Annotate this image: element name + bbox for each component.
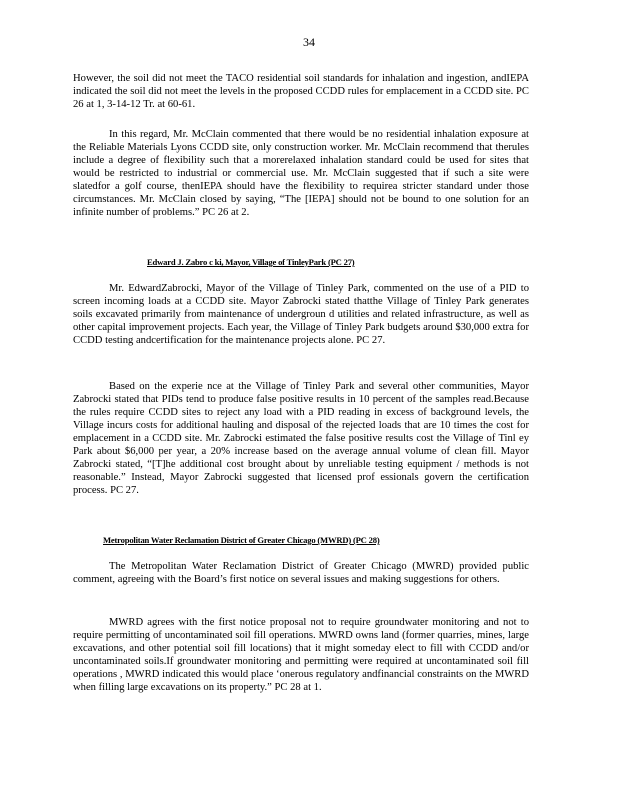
paragraph-zabrocki-false-positives: Based on the experie nce at the Village of Tinley Park and several other communities, Mayor Zabrocki stated that PIDs tend to produce false positive results in 10 percent of the samples read.Because the rules require CCDD sites to reject any load with a PID reading in excess of background levels, the Village incurs costs for additional hauling and disposal of the rejected loads that are 10 times the cost for emplacement in a CCDD site. Mr. Zabrocki estimated the false positive results cost the Village of Tinl ey Park about $6,000 per year, a 20% increase based on the average annual volume of clean fill. Mayor Zabrocki stated, “[T]he additional cost brought about by unreliable testing equipment / methods is not reasonable.” Instead, Mayor Zabrocki suggested that licensed prof essionals govern the certification process. PC 27. <box>73 381 529 496</box>
paragraph-zabrocki-pid: Mr. EdwardZabrocki, Mayor of the Village of Tinley Park, commented on the use of a PID to screen incoming loads at a CCDD site. Mayor Zabrocki stated thatthe Village of Tinley Park generates soils excavated primarily from maintenance of undergroun d utilities and related infrastructure, as well as other capital improvement projects. Each year, the Village of Tinley Park budgets around $30,000 extra for CCDD testing andcertification for the maintenance projects alone. PC 27. <box>73 283 529 346</box>
heading-text: Edward J. Zabro c ki, Mayor, Village of TinleyPark (PC 27) <box>147 257 355 267</box>
paragraph-taco: However, the soil did not meet the TACO residential soil standards for inhalation and ingestion, andIEPA indicated the soil did not meet the levels in the proposed CCDD rules for emplacement in a CCDD site. PC 26 at 1, 3-14-12 Tr. at 60-61. <box>73 73 529 110</box>
page-number: 34 <box>303 35 315 49</box>
paragraph-mwrd-agrees: MWRD agrees with the first notice proposal not to require groundwater monitoring and not to require permitting of uncontaminated soil fill operations. MWRD owns land (former quarries, mines, large excavations, and other potential soil fill locations) that it might someday elect to fill with CCDD and/or uncontaminated soils.If groundwater monitoring and permitting were required at uncontaminated soil fill operations , MWRD indicated this would place ‘onerous regulatory andfinancial constraints on the MWRD when filling large excavations on its property.” PC 28 at 1. <box>73 617 529 693</box>
heading-text: Metropolitan Water Reclamation District of Greater Chicago (MWRD) (PC 28) <box>103 535 380 545</box>
section-heading-mwrd <box>73 534 529 547</box>
paragraph-mwrd-comment: The Metropolitan Water Reclamation District of Greater Chicago (MWRD) provided public comment, agreeing with the Board’s first notice on several issues and making suggestions for others. <box>73 561 529 585</box>
section-heading-zabrocki <box>73 256 529 269</box>
paragraph-mcclain: In this regard, Mr. McClain commented that there would be no residential inhalation exposure at the Reliable Materials Lyons CCDD site, only construction worker. Mr. McClain recommend that therules include a degree of flexibility such that a morerelaxed inhalation standard could be used for sites that would be restricted to industrial or commercial use. Mr. McClain suggested that if such a site were slatedfor a golf course, thenIEPA should have the flexibility to requirea stricter standard under those circumstances. Mr. McClain closed by saying, “The [IEPA] should not be bound to one solution for an infinite number of problems.” PC 26 at 2. <box>73 129 529 218</box>
